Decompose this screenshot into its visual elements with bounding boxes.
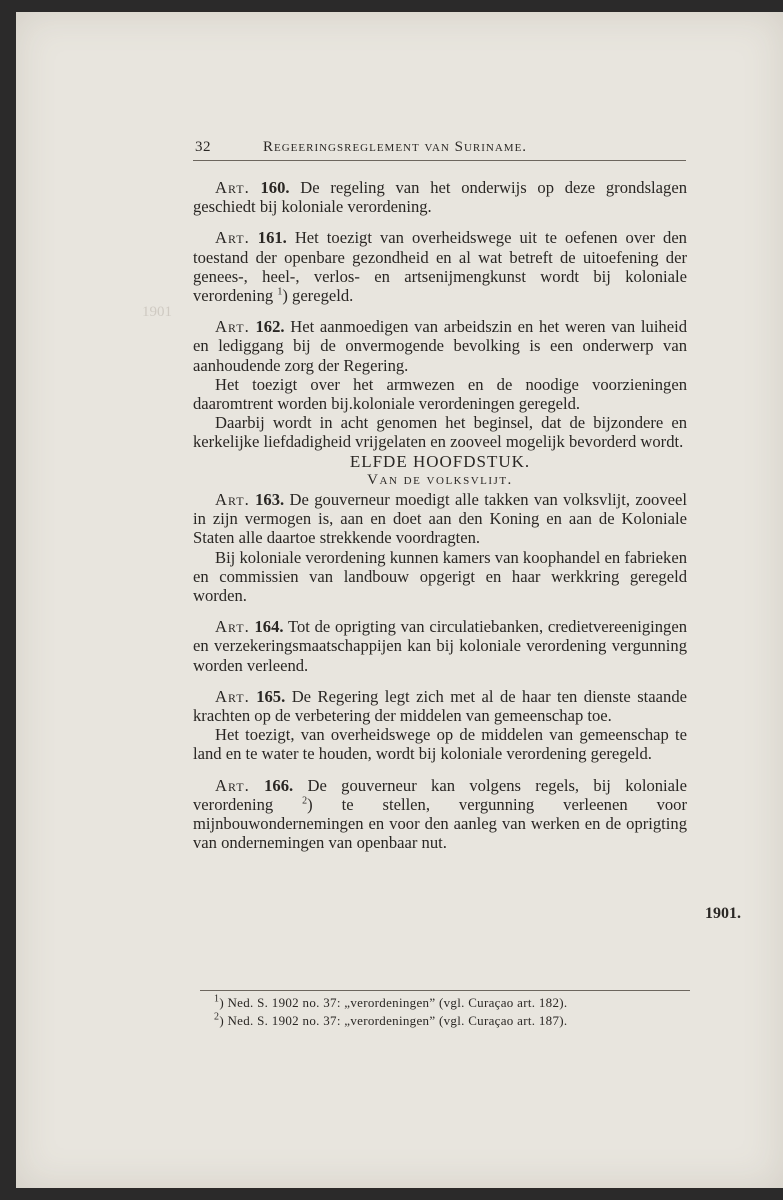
running-title: Regeeringsreglement van Suriname. [263, 139, 528, 155]
footnote-ref-2: 2 [302, 795, 308, 807]
article-162-para-3: Daarbij wordt in acht genomen het beginsel, dat de bijzondere en kerkelijke liefdadigheid vrijgelaten en zooveel mogelijk bevorderd wordt. [193, 413, 687, 452]
margin-year-note: 1901. [705, 905, 741, 922]
article-161: Art. 161. Het toezigt van overheidswege uit te oefenen over den toestand der openbare gezondheid en al wat betreft de uitoefening der genees-, heel-, verlos- en artsenijmengkunst wordt bij koloniale verordening $^1$) geregeld. [193, 228, 687, 306]
article-166: Art. 166. De gouverneur kan volgens regels, bij koloniale verordening $^2$) te stellen, vergunning verleenen voor mijnbouwondernemingen en voor den aanleg van werken en de oprigting van ondernemingen van openbaar nut. [193, 775, 688, 853]
article-162-para-2: Het toezigt over het armwezen en de noodige voorzieningen daaromtrent worden bij.koloniale verordeningen geregeld. [193, 374, 687, 414]
chapter-subtitle: Van de volksvlijt. [367, 471, 513, 488]
running-header [195, 139, 685, 161]
footnote-2: $^2$) Ned. S. 1902 no. 37: „verordeningen” (vgl. Curaçao art. 187). [214, 1011, 568, 1028]
header-rule [193, 160, 686, 161]
footnote-1: $^1$) Ned. S. 1902 no. 37: „verordeningen” (vgl. Curaçao art. 182). [214, 993, 568, 1010]
article-165: Art. 165. De Regering legt zich met al de haar ten dienste staande krachten op de verbetering der middelen van gemeenschap toe. [193, 686, 687, 726]
page-body [193, 178, 687, 853]
article-162: Art. 162. Het aanmoedigen van arbeidszin en het weren van luiheid en lediggang bij de onvermogende bevolking is een onderwerp van aanhoudende zorg der Regering. [193, 317, 687, 375]
article-163-para-2: Bij koloniale verordening kunnen kamers van koophandel en fabrieken en commissien van landbouw opgerigt en haar werkkring geregeld worden. [193, 547, 687, 606]
article-160: Art. 160. De regeling van het onderwijs op deze grondslagen geschiedt bij koloniale verordening. [193, 178, 687, 217]
footnotes [200, 990, 690, 1030]
bleed-through-text: 1901 [142, 304, 172, 320]
chapter-title: ELFDE HOOFDSTUK. [349, 451, 531, 471]
page-number: 32 [195, 139, 211, 155]
footnote-ref-1: 1 [277, 286, 283, 298]
article-165-para-2: Het toezigt, van overheidswege op de middelen van gemeenschap te land en te water te houden, wordt bij koloniale verordening geregeld. [193, 725, 687, 764]
article-164: Art. 164. Tot de oprigting van circulatiebanken, credietvereenigingen en verzekeringsmaatschappijen kan bij koloniale verordening vergunning worden verleend. [193, 617, 687, 675]
article-163: Art. 163. De gouverneur moedigt alle takken van volksvlijt, zooveel in zijn vermogen is, aan en doet aan den Koning en aan de Koloniale Staten alle daartoe strekkende voordragten. [193, 490, 687, 548]
